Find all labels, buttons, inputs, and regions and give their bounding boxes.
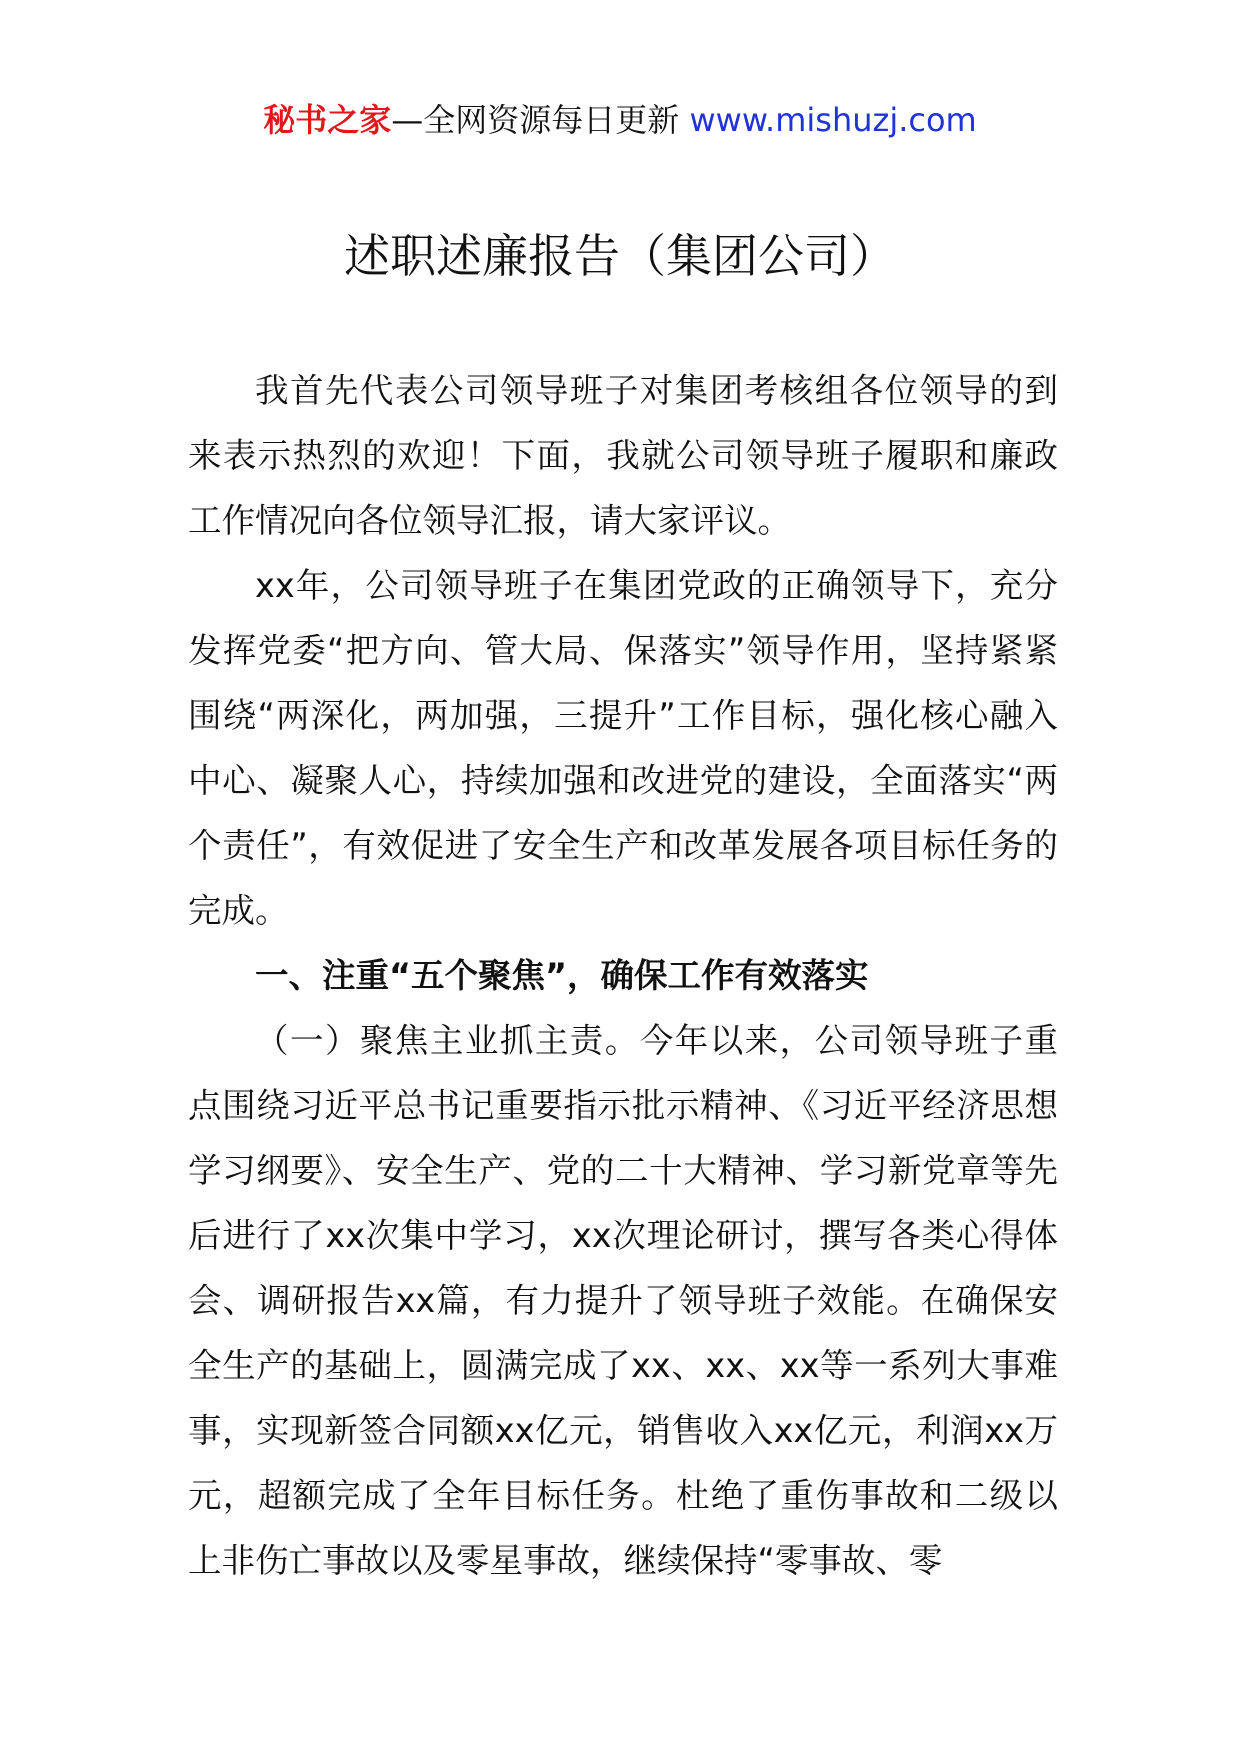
section-heading: 一、注重“五个聚焦”，确保工作有效落实 — [255, 956, 869, 995]
paragraph-overview: xx年，公司领导班子在集团党政的正确领导下，充分发挥党委“把方向、管大局、保落实”领导作用，坚持紧紧围绕“两深化，两加强，三提升”工作目标，强化核心融入中心、凝聚人心，持续加强和改进党的建设，全面落实“两个责任”，有效促进了安全生产和改革发展各项目标任务的完成。 — [188, 566, 1058, 930]
brand-name: 秘书之家 — [263, 101, 392, 139]
paragraph-intro: 我首先代表公司领导班子对集团考核组各位领导的到来表示热烈的欢迎！下面，我就公司领导班子履职和廉政工作情况向各位领导汇报，请大家评议。 — [188, 371, 1058, 540]
site-header — [0, 98, 1240, 142]
site-url-link[interactable]: www.mishuzj.com — [689, 101, 977, 139]
document-title: 述职述廉报告（集团公司） — [344, 229, 896, 283]
header-slogan: —全网资源每日更新 — [391, 101, 690, 139]
paragraph-section-one: （一）聚焦主业抓主责。今年以来，公司领导班子重点围绕习近平总书记重要指示批示精神、《习近平经济思想学习纲要》、安全生产、党的二十大精神、学习新党章等先后进行了xx次集中学习，xx次理论研讨，撰写各类心得体会、调研报告xx篇，有力提升了领导班子效能。在确保安全生产的基础上，圆满完成了xx、xx、xx等一系列大事难事，实现新签合同额xx亿元，销售收入xx亿元，利润xx万元，超额完成了全年目标任务。杜绝了重伤事故和二级以上非伤亡事故以及零星事故，继续保持“零事故、零 — [188, 1021, 1058, 1580]
document-body — [188, 358, 1058, 1593]
